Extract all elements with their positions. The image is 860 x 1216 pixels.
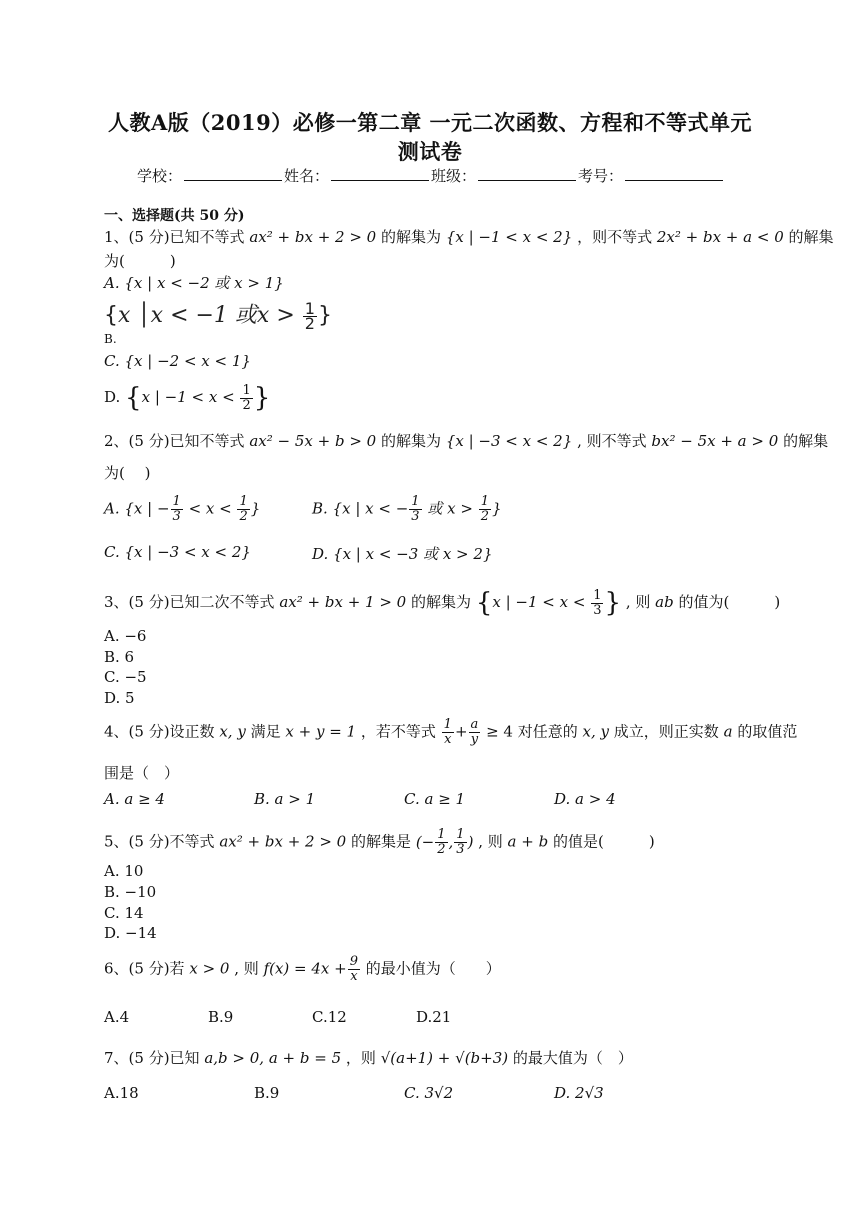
- q5-option-b: B. −10: [104, 883, 157, 901]
- school-label: 学校：: [137, 167, 183, 185]
- q7-option-c: C. 3√2: [404, 1084, 454, 1102]
- q1-option-b-image: {x │x < −1 或x > $\frac{1}{2}$ }: [104, 298, 332, 333]
- q5-option-a: A. 10: [104, 862, 144, 880]
- q5-option-d: D. −14: [104, 924, 157, 942]
- class-label: 班级：: [431, 167, 477, 185]
- q4-option-b: B. a > 1: [254, 790, 316, 808]
- exam-title-line2: 测试卷: [397, 139, 463, 164]
- q7-option-b: B.9: [254, 1084, 280, 1102]
- q3-stem: 3、(5 分)已知二次不等式 ax² + bx + 1 > 0 的解集为 {x | −1 < x < $\frac{1}{3}$ } , 则 ab 的值为( ): [104, 587, 781, 618]
- q4-stem-line1: 4、(5 分)设正数 x, y 满足 x + y = 1 ，若不等式 $\frac{1}{x}$ + $\frac{a}{y}$ ≥ 4 对任意的 x, y 成立，则正实数 a 的取值范: [104, 717, 798, 747]
- q2-option-a: A. {x | − $\frac{1}{3}$ < x < $\frac{1}{2}$ }: [104, 494, 261, 524]
- q5-stem: 5、(5 分)不等式 ax² + bx + 2 > 0 的解集是 (− $\frac{1}{2}$ , $\frac{1}{3}$ ) , 则 a + b 的值是( ): [104, 827, 655, 857]
- exam-no-blank: [625, 168, 723, 181]
- q6-option-a: A.4: [104, 1008, 130, 1026]
- q1-option-d: D. {x | −1 < x < $\frac{1}{2}$ }: [104, 382, 271, 413]
- q4-option-d: D. a > 4: [554, 790, 616, 808]
- q2-stem-line1: 2、(5 分)已知不等式 ax² − 5x + b > 0 的解集为 {x | −3 < x < 2} , 则不等式 bx² − 5x + a > 0 的解集: [104, 432, 829, 450]
- name-blank: [331, 168, 429, 181]
- q3-option-c: C. −5: [104, 668, 147, 686]
- q6-option-b: B.9: [208, 1008, 234, 1026]
- q4-stem-line2: 围是（ ）: [104, 764, 180, 782]
- q4-option-a: A. a ≥ 4: [104, 790, 165, 808]
- q3-option-d: D. 5: [104, 689, 135, 707]
- q1-stem-line2: 为( ): [104, 252, 176, 270]
- school-blank: [184, 168, 282, 181]
- q1-expr2: 2x² + bx + a < 0: [656, 228, 784, 246]
- q2-option-d: D. {x | x < −3 或 x > 2}: [312, 545, 493, 563]
- q1-expr1: ax² + bx + 2 > 0: [249, 228, 377, 246]
- q6-option-d: D.21: [416, 1008, 452, 1026]
- q2-option-c: C. {x | −3 < x < 2}: [104, 543, 251, 561]
- q7-stem: 7、(5 分)已知 a,b > 0, a + b = 5 ，则 √(a+1) + √(b+3) 的最大值为（ ）: [104, 1049, 633, 1067]
- q6-option-c: C.12: [312, 1008, 347, 1026]
- q1-option-b-label: B.: [104, 332, 117, 346]
- exam-title-line1: 人教A版（2019）必修一第二章 一元二次函数、方程和不等式单元: [107, 110, 753, 135]
- q2-stem-line2: 为( ): [104, 464, 151, 482]
- student-info-row: [137, 165, 725, 186]
- q3-option-b: B. 6: [104, 648, 135, 666]
- q1-set1: {x | −1 < x < 2}: [445, 228, 573, 246]
- q1-option-c: C. {x | −2 < x < 1}: [104, 352, 251, 370]
- q1-stem-line1: 1、(5 分)已知不等式 ax² + bx + 2 > 0 的解集为 {x | −1 < x < 2} ，则不等式 2x² + bx + a < 0 的解集: [104, 228, 834, 246]
- section-title: 一、选择题(共 50 分): [104, 208, 245, 224]
- exam-no-label: 考号：: [578, 167, 624, 185]
- q4-option-c: C. a ≥ 1: [404, 790, 466, 808]
- q6-stem: 6、(5 分)若 x > 0 , 则 f(x) = 4x + $\frac{9}{x}$ 的最小值为（ ）: [104, 954, 501, 984]
- q1-option-b: [104, 298, 332, 331]
- class-blank: [478, 168, 576, 181]
- q3-option-a: A. −6: [104, 627, 147, 645]
- q2-option-b: B. {x | x < − $\frac{1}{3}$ 或 x > $\frac{1}{2}$ }: [312, 494, 502, 524]
- q5-option-c: C. 14: [104, 904, 144, 922]
- q7-option-d: D. 2√3: [554, 1084, 604, 1102]
- q7-option-a: A.18: [104, 1084, 139, 1102]
- q1-option-a: A. {x | x < −2 或 x > 1}: [104, 274, 284, 292]
- name-label: 姓名：: [284, 167, 330, 185]
